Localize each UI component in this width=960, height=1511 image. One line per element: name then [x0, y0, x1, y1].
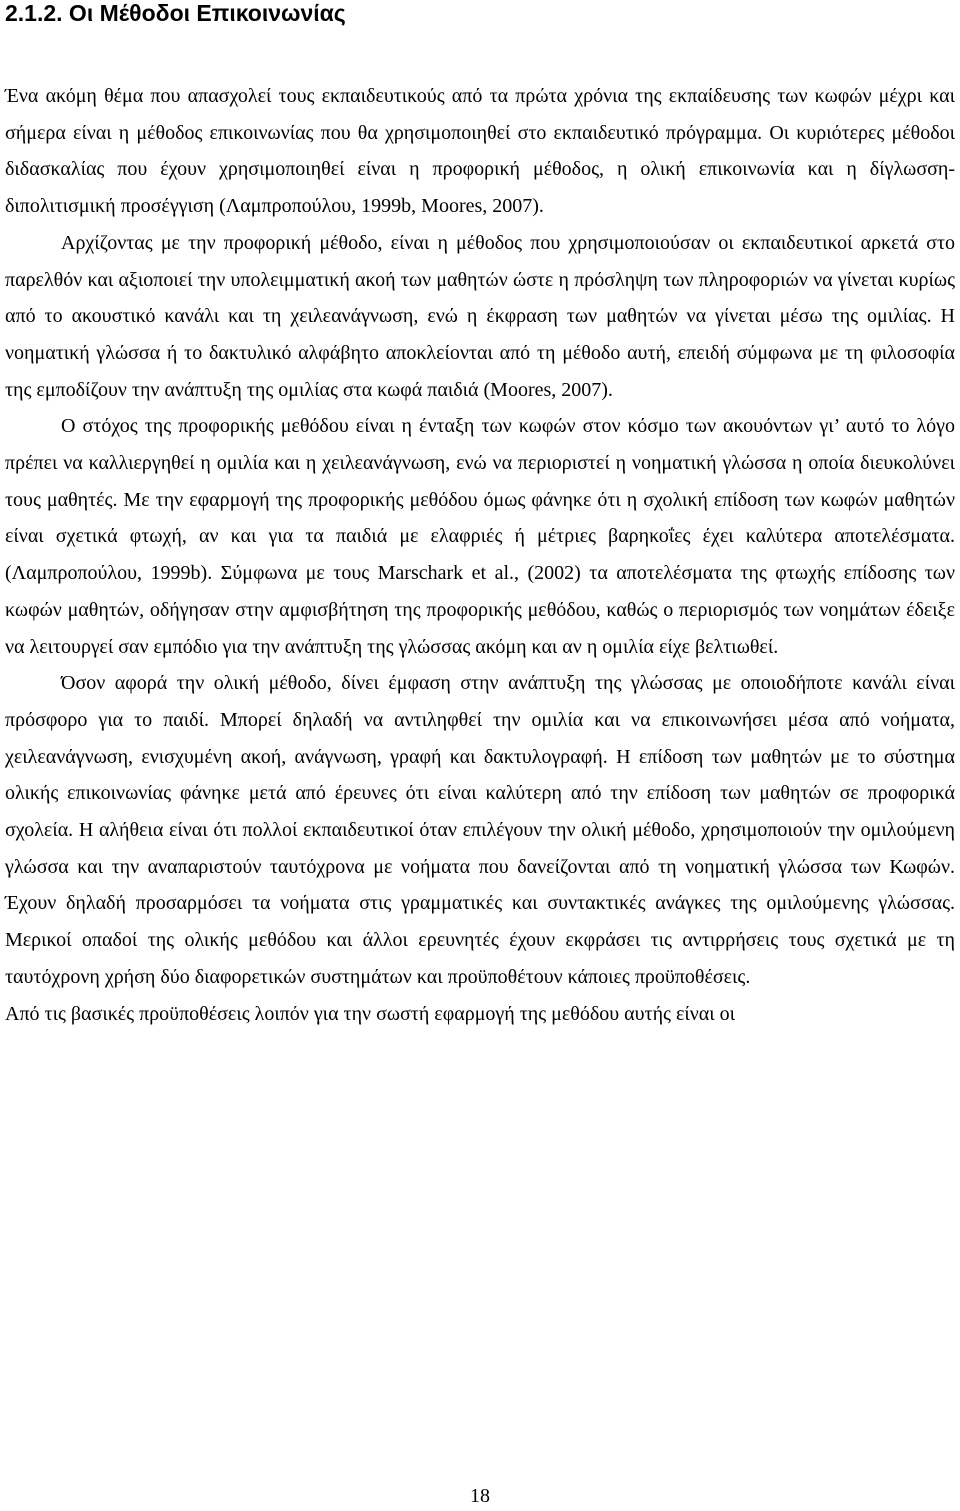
body-text	[5, 78, 955, 1032]
section-heading: 2.1.2. Οι Μέθοδοι Επικοινωνίας	[5, 0, 346, 26]
paragraph-intro: Ένα ακόμη θέμα που απασχολεί τους εκπαιδευτικούς από τα πρώτα χρόνια της εκπαίδευσης των κωφών μέχρι και σήμερα είναι η μέθοδος επικοινωνίας που θα χρησιμοποιηθεί στο εκπαιδευτικό πρόγραμμα. Οι κυριότερες μέθοδοι διδασκαλίας που έχουν χρησιμοποιηθεί είναι η προφορική μέθοδος, η ολική επικοινωνία και η δίγλωσση-διπολιτισμική προσέγγιση (Λαμπροπούλου, 1999b, Moores, 2007).	[5, 85, 955, 218]
paragraph-oral-method: Αρχίζοντας με την προφορική μέθοδο, είναι η μέθοδος που χρησιμοποιούσαν οι εκπαιδευτικοί αρκετά στο παρελθόν και αξιοποιεί την υπολειμματική ακοή των μαθητών ώστε η πρόσληψη των πληροφοριών να γίνεται κυρίως από το ακουστικό κανάλι και τη χειλεανάγνωση, ενώ η έκφραση των μαθητών να γίνεται μέσω της ομιλίας. Η νοηματική γλώσσα ή το δακτυλικό αλφάβητο αποκλείονται από τη μέθοδο αυτή, επειδή σύμφωνα με τη φιλοσοφία της εμποδίζουν την ανάπτυξη της ομιλίας στα κωφά παιδιά (Moores, 2007).	[5, 231, 955, 401]
paragraph-oral-method-goal: Ο στόχος της προφορικής μεθόδου είναι η ένταξη των κωφών στον κόσμο των ακουόντων γι’ αυτό το λόγο πρέπει να καλλιεργηθεί η ομιλία και η χειλεανάγνωση, ενώ να περιοριστεί η νοηματική γλώσσα η οποία διευκολύνει τους μαθητές. Με την εφαρμογή της προφορικής μεθόδου όμως φάνηκε ότι η σχολική επίδοση των κωφών μαθητών είναι σχετικά φτωχή, αν και για τα παιδιά με ελαφριές ή μέτριες βαρηκοΐες έχει καλύτερα αποτελέσματα. (Λαμπροπούλου, 1999b). Σύμφωνα με τους Marschark et al., (2002) τα αποτελέσματα της φτωχής επίδοσης των κωφών μαθητών, οδήγησαν στην αμφισβήτηση της προφορικής μεθόδου, καθώς ο περιορισμός των νοημάτων έδειξε να λειτουργεί σαν εμπόδιο για την ανάπτυξη της γλώσσας ακόμη και αν η ομιλία είχε βελτιωθεί.	[5, 415, 955, 658]
paragraph-prerequisites: Από τις βασικές προϋποθέσεις λοιπόν για την σωστή εφαρμογή της μεθόδου αυτής είναι οι	[5, 1002, 736, 1025]
paragraph-total-communication: Όσον αφορά την ολική μέθοδο, δίνει έμφαση στην ανάπτυξη της γλώσσας με οποιοδήποτε κανάλι είναι πρόσφορο για το παιδί. Μπορεί δηλαδή να αντιληφθεί την ομιλία και να επικοινωνήσει μέσα από νοήματα, χειλεανάγνωση, ενισχυμένη ακοή, ανάγνωση, γραφή και δακτυλογραφή. Η επίδοση των μαθητών με το σύστημα ολικής επικοινωνίας φάνηκε μετά από έρευνες ότι είναι καλύτερη από την επίδοση των μαθητών σε προφορικά σχολεία. Η αλήθεια είναι ότι πολλοί εκπαιδευτικοί όταν επιλέγουν την ολική μέθοδο, χρησιμοποιούν την ομιλούμενη γλώσσα και την αναπαριστούν ταυτόχρονα με νοήματα που δανείζονται από τη νοηματική γλώσσα των Κωφών. Έχουν δηλαδή προσαρμόσει τα νοήματα στις γραμματικές και συντακτικές ανάγκες της ομιλούμενης γλώσσας. Μερικοί οπαδοί της ολικής μεθόδου και άλλοι ερευνητές έχουν εκφράσει τις αντιρρήσεις τους σχετικά με τη ταυτόχρονη χρήση δύο διαφορετικών συστημάτων και προϋποθέτουν κάποιες προϋποθέσεις.	[5, 672, 955, 988]
page-number: 18	[470, 1485, 490, 1507]
document-page	[5, 0, 955, 1025]
